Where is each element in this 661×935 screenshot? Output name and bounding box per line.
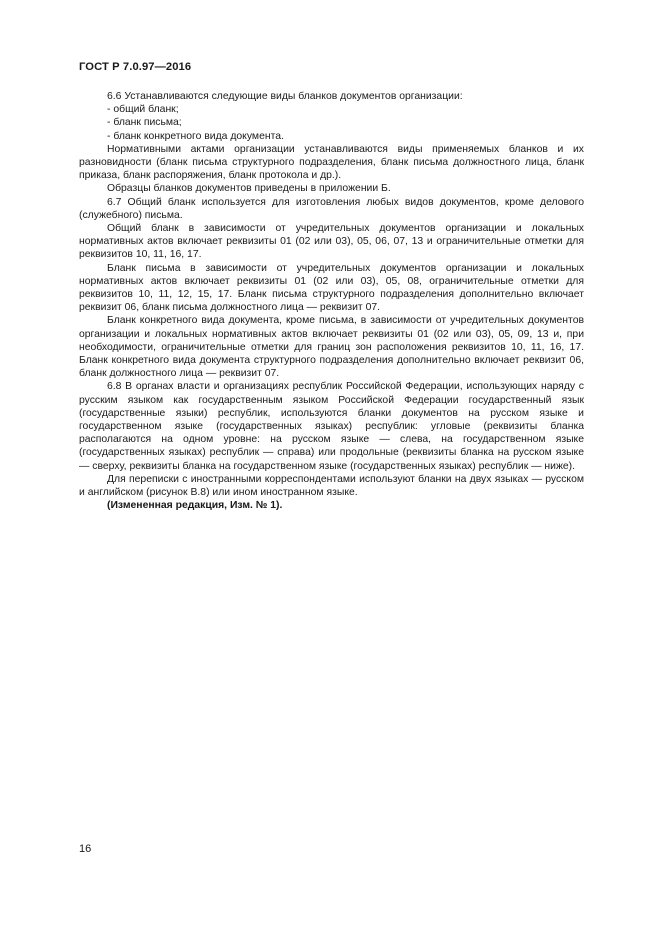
- paragraph-general-form: Общий бланк в зависимости от учредительных документов организации и локальных нормативных актов включает реквизиты 01 (02 или 03), 05, 06, 07, 13 и ограничительные отметки для реквизитов 10, 11, 16, 17.: [79, 223, 584, 261]
- list-item-general-form: - общий бланк;: [107, 104, 179, 116]
- paragraph-6-6: 6.6 Устанавливаются следующие виды бланков документов организации:: [107, 91, 463, 102]
- amendment-note: (Измененная редакция, Изм. № 1).: [107, 500, 283, 512]
- document-header: ГОСТ Р 7.0.97—2016: [79, 61, 192, 73]
- paragraph-normative-acts: Нормативными актами организации устанавливаются виды применяемых бланков и их разновидности (бланк письма структурного подразделения, бланк письма должностного лица, бланк приказа, бланк распоряжения, бланк протокола и др.).: [79, 143, 584, 182]
- page-number: 16: [79, 843, 92, 855]
- paragraph-letter-form: Бланк письма в зависимости от учредительных документов организации и локальных нормативных актов включает реквизиты 01 (02 или 03), 05, 08, ограничительные отметки для реквизитов 10, 11, 12, 15, 17. Бланк письма структурного подразделения дополнительно включает реквизит 06, бланк письма должностного лица — реквизит 07.: [79, 262, 584, 314]
- paragraph-6-7: 6.7 Общий бланк используется для изготовления любых видов документов, кроме делового (служебного) письма.: [79, 196, 584, 221]
- paragraph-specific-form: Бланк конкретного вида документа, кроме письма, в зависимости от учредительных документов организации и локальных нормативных актов включает реквизиты 01 (02 или 03), 05, 09, 13 и, при необходимости, ограничительные отметки для границ зон расположения реквизитов 10, 11, 16, 17. Бланк конкретного вида документа структурного подразделения дополнительно включает реквизит 06, бланк должностного лица — реквизит 07.: [79, 315, 584, 380]
- list-item-specific-form: - бланк конкретного вида документа.: [107, 130, 284, 142]
- document-body: [79, 90, 584, 513]
- list-item-letter-form: - бланк письма;: [107, 117, 182, 129]
- paragraph-samples: Образцы бланков документов приведены в приложении Б.: [107, 183, 391, 195]
- paragraph-6-8: 6.8 В органах власти и организациях республик Российской Федерации, использующих наряду с русским языком как государственным языком Российской Федерации государственный язык (государственные языки) республик, используются бланки документов на русском языке и государственном языке (государственных языках) республик: угловые (реквизиты бланка располагаются на одном уровне: на русском языке — слева, на государственном языке (государственных языках) республик — справа) или продольные (реквизиты бланка на русском языке — сверху, реквизиты бланка на государственном языке (государственных языках) республик — ниже).: [79, 381, 584, 472]
- paragraph-foreign-correspondence: Для переписки с иностранными корреспондентами используют бланки на двух языках — русском и английском (рисунок В.8) или ином иностранном языке.: [79, 473, 584, 499]
